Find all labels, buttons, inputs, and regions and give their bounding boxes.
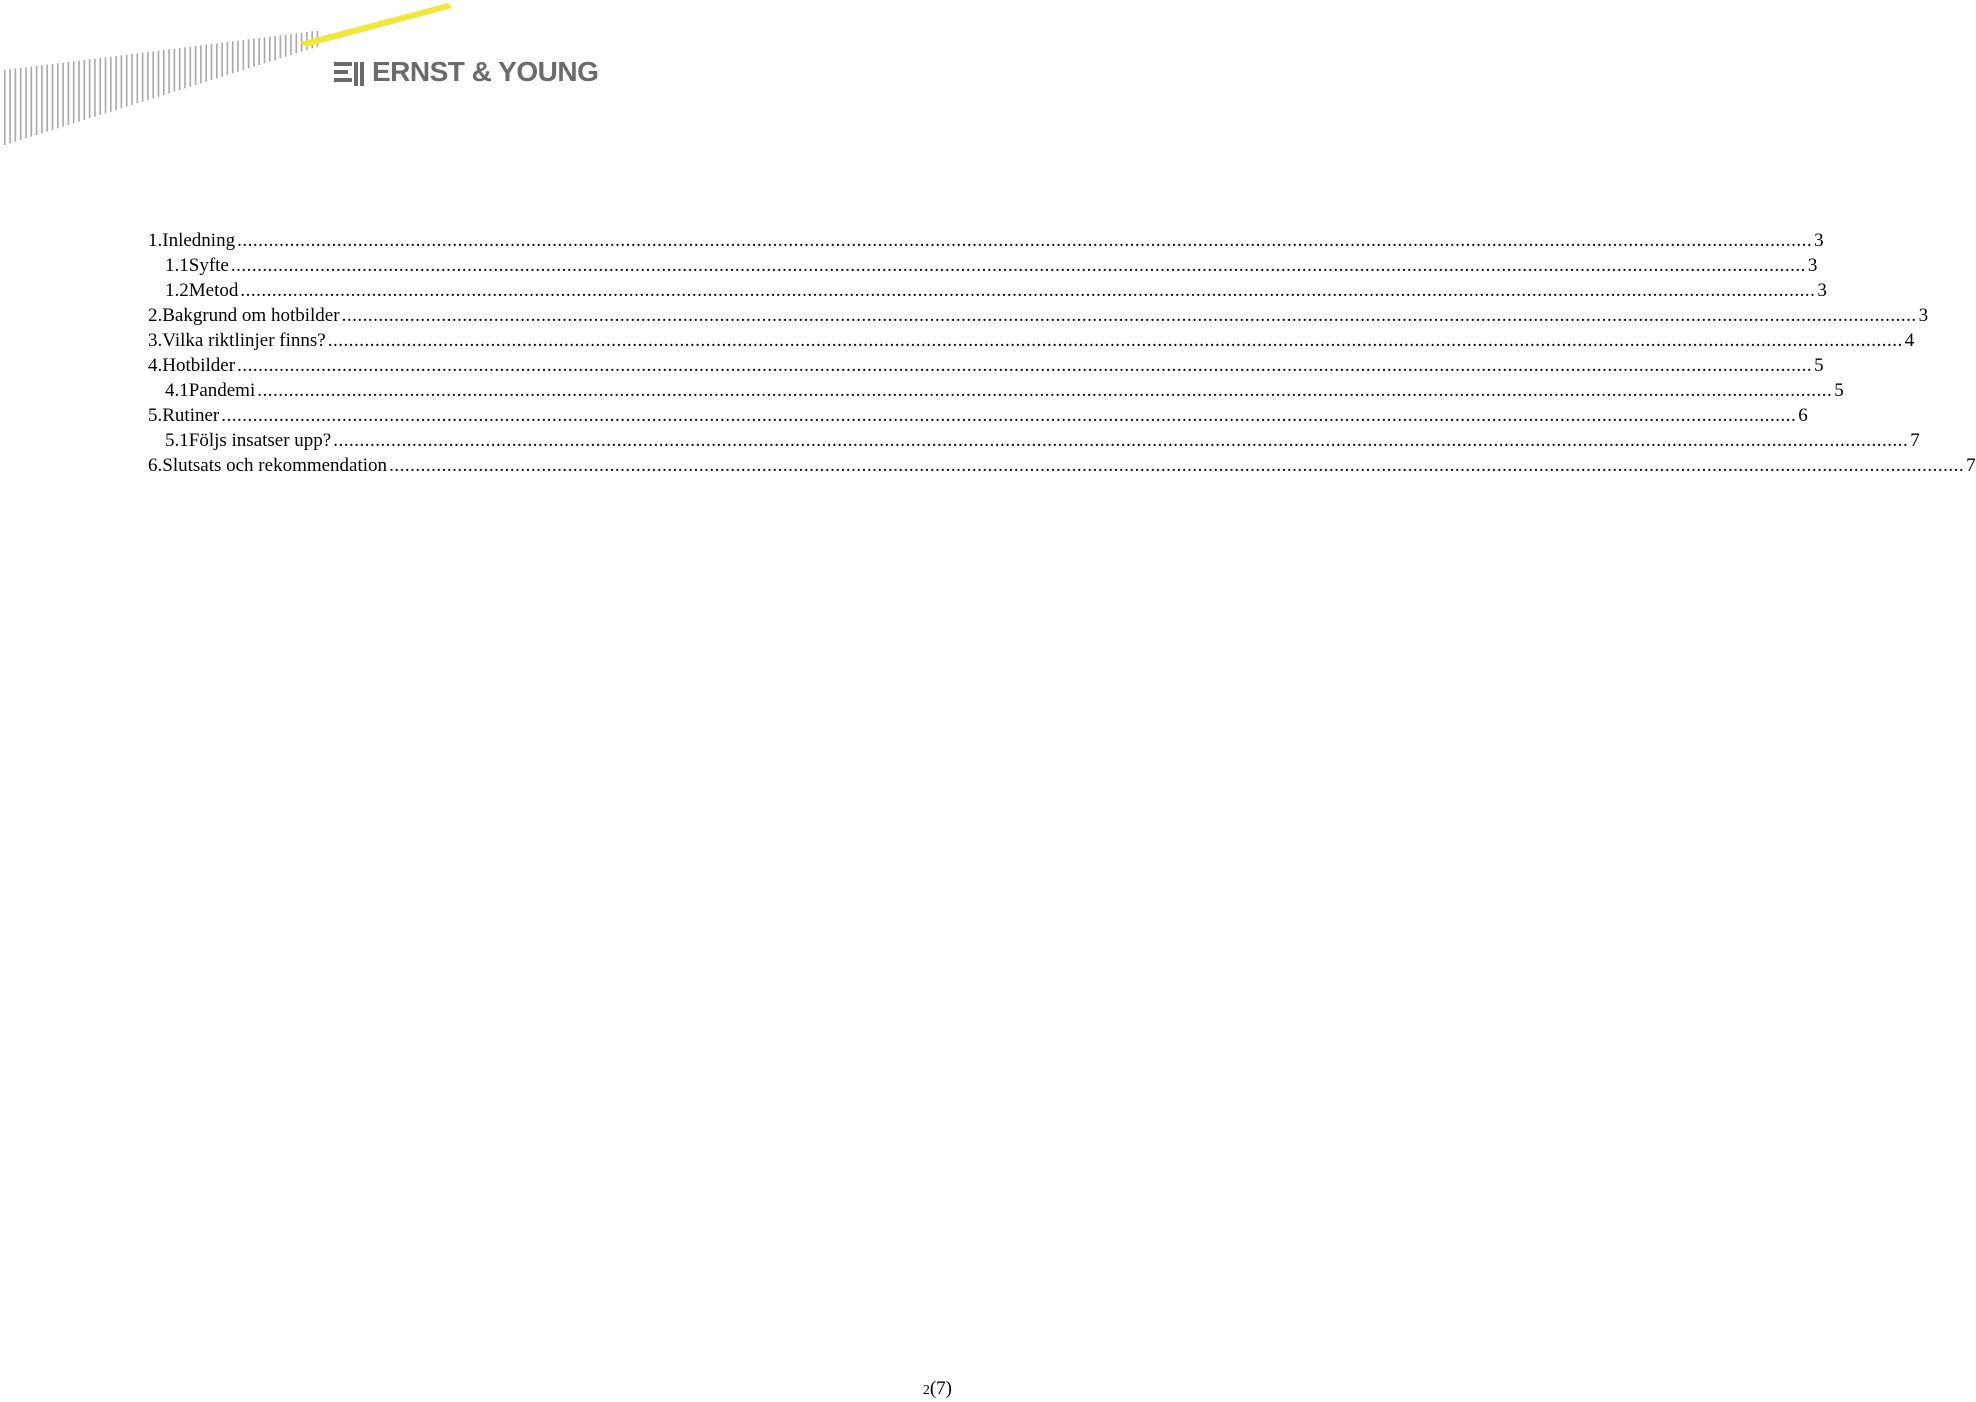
toc-entry-number: 1.	[148, 230, 163, 251]
logo-stripe	[152, 51, 154, 98]
logo-stripe	[31, 67, 33, 137]
logo-stripe	[62, 63, 64, 127]
logo-stripe	[258, 38, 260, 65]
toc-dot-leader: ............................................................................................................................................................................................................................................................................................................	[240, 280, 1816, 301]
toc-entry-title: Metod	[188, 280, 239, 301]
logo-stripe	[137, 53, 139, 103]
toc-entry-page: 6	[1798, 405, 1808, 426]
logo-stripe	[46, 65, 48, 132]
toc-entry[interactable]	[148, 278, 1827, 303]
logo-stripe	[280, 35, 282, 58]
toc-entry-title: Följs insatser upp?	[188, 430, 332, 451]
toc-entry[interactable]	[148, 453, 1976, 478]
logo-stripe	[52, 64, 54, 130]
toc-entry-number: 4.1	[165, 380, 189, 401]
toc-entry-page: 3	[1918, 305, 1929, 326]
logo-stripe	[179, 48, 181, 90]
logo-stripe	[20, 68, 22, 140]
toc-dot-leader: ............................................................................................................................................................................................................................................................................................................	[230, 255, 1806, 276]
toc-entry[interactable]	[148, 228, 1824, 253]
logo-stripe	[269, 37, 271, 62]
toc-dot-leader: ............................................................................................................................................................................................................................................................................................................	[237, 355, 1813, 376]
logo-wordmark: ERNST & YOUNG	[372, 56, 599, 87]
logo-stripe	[110, 57, 112, 112]
logo-stripe	[41, 65, 43, 133]
toc-entry[interactable]	[148, 328, 1915, 353]
toc-entry-page: 5	[1834, 380, 1844, 401]
toc-dot-leader: ............................................................................................................................................................................................................................................................................................................	[327, 330, 1903, 351]
logo-stripe	[264, 37, 266, 63]
logo-stripe	[211, 44, 213, 80]
toc-entry-number: 4.	[148, 355, 163, 376]
toc-dot-leader: ............................................................................................................................................................................................................................................................................................................	[333, 430, 1909, 451]
logo-stripe	[89, 59, 91, 118]
toc-entry-page: 3	[1807, 255, 1818, 276]
toc-entry-number: 2.	[148, 305, 163, 326]
logo-stripe	[131, 54, 133, 105]
logo-stripe	[57, 63, 59, 128]
toc-entry-title: Vilka riktlinjer finns?	[162, 330, 326, 351]
logo-stripe	[142, 53, 144, 102]
logo-stripe	[25, 67, 27, 138]
logo-stripe	[99, 58, 101, 115]
logo-stripe	[15, 69, 17, 142]
logo-stripe	[158, 51, 160, 97]
toc-entry-title: Pandemi	[188, 380, 256, 401]
logo-stripe	[274, 36, 276, 60]
toc-entry-number: 3.	[148, 330, 163, 351]
logo-stripe	[216, 43, 218, 78]
logo-stripe	[105, 57, 107, 113]
toc-entry[interactable]	[148, 378, 1844, 403]
logo-stripe	[200, 45, 202, 83]
toc-dot-leader: ............................................................................................................................................................................................................................................................................................................	[341, 305, 1917, 326]
toc-entry-page: 5	[1814, 355, 1824, 376]
logo-stripe	[237, 41, 239, 72]
logo-stripe	[174, 49, 176, 92]
logo-stripe	[205, 45, 207, 82]
toc-entry-page: 3	[1817, 280, 1827, 301]
toc-entry[interactable]	[148, 353, 1824, 378]
toc-entry[interactable]	[148, 253, 1818, 278]
page-current: 2	[922, 1383, 930, 1398]
logo-stripe	[290, 34, 292, 55]
logo-stripes	[4, 31, 318, 145]
logo-stripe	[73, 61, 75, 123]
toc-dot-leader: ............................................................................................................................................................................................................................................................................................................	[257, 380, 1833, 401]
toc-entry-title: Bakgrund om hotbilder	[162, 305, 340, 326]
toc-entry-title: Hotbilder	[162, 355, 236, 376]
toc-entry[interactable]	[148, 428, 1920, 453]
logo-stripe	[195, 46, 197, 85]
logo-stripe	[296, 33, 298, 53]
page-number	[923, 1378, 952, 1400]
logo-stripe	[285, 35, 287, 57]
toc-entry-number: 6.	[148, 455, 163, 476]
logo-stripe	[126, 55, 128, 107]
logo-stripe	[248, 39, 250, 68]
toc-entry-number: 1.2	[165, 280, 189, 301]
toc-entry-number: 5.1	[165, 430, 189, 451]
ernst-young-logo	[0, 0, 600, 150]
toc-entry-page: 7	[1966, 455, 1976, 476]
logo-stripe	[190, 47, 192, 87]
toc-dot-leader: ............................................................................................................................................................................................................................................................................................................	[221, 405, 1797, 426]
logo-stripe	[4, 70, 6, 145]
logo-stripe	[36, 66, 38, 135]
table-of-contents	[148, 228, 1976, 478]
logo-swoosh	[300, 3, 452, 47]
logo-stripe	[9, 69, 11, 143]
logo-stripe	[163, 50, 165, 95]
logo-stripe	[184, 47, 186, 88]
logo-stripe	[253, 39, 255, 67]
logo-stripe	[168, 49, 170, 93]
logo-stripe	[221, 43, 223, 77]
page-total: (7)	[929, 1378, 952, 1399]
toc-dot-leader: ............................................................................................................................................................................................................................................................................................................	[237, 230, 1813, 251]
toc-entry-number: 1.1	[165, 255, 189, 276]
toc-entry-title: Syfte	[188, 255, 229, 276]
logo-stripe	[78, 61, 80, 122]
toc-entry-number: 5.	[148, 405, 163, 426]
toc-dot-leader: ............................................................................................................................................................................................................................................................................................................	[389, 455, 1965, 476]
logo-stripe	[121, 55, 123, 108]
toc-entry[interactable]	[148, 403, 1808, 428]
toc-entry-page: 7	[1910, 430, 1920, 451]
logo-stripe	[84, 60, 86, 120]
toc-entry-title: Slutsats och rekommendation	[162, 455, 388, 476]
logo-stripe	[243, 40, 245, 70]
toc-entry-page: 3	[1814, 230, 1824, 251]
toc-entry-title: Rutiner	[162, 405, 220, 426]
toc-entry-title: Inledning	[162, 230, 236, 251]
logo-stripe	[115, 56, 117, 110]
logo-stripe	[227, 42, 229, 75]
toc-entry[interactable]	[148, 303, 1929, 328]
toc-entry-page: 4	[1904, 330, 1915, 351]
logo-stripe	[94, 59, 96, 117]
logo-stripe	[68, 62, 70, 125]
logo-mark-icon	[334, 62, 364, 86]
logo-stripe	[147, 52, 149, 100]
logo-stripe	[232, 41, 234, 73]
